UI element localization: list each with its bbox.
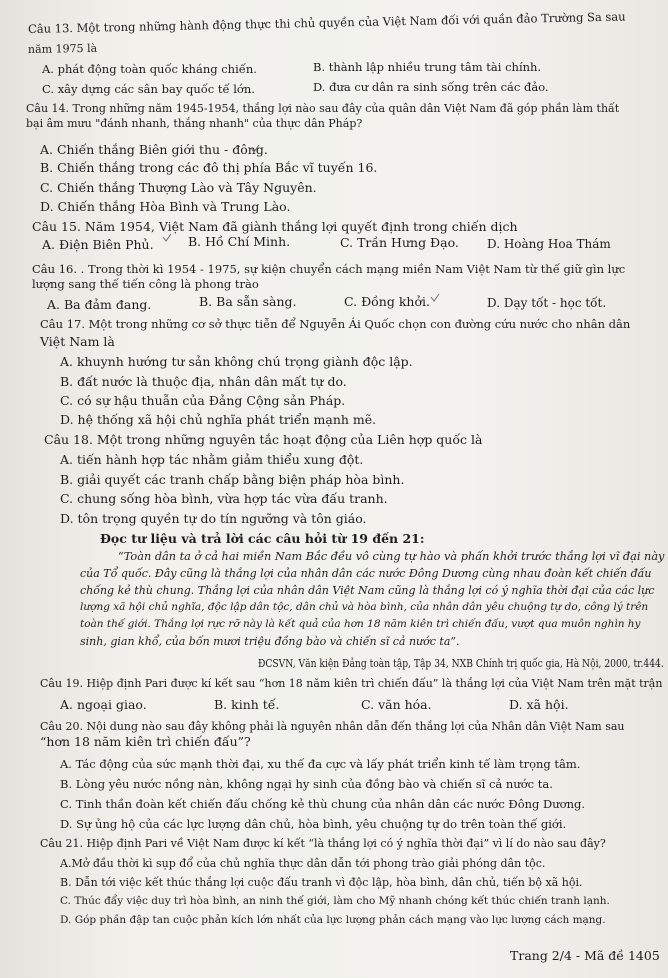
check-mark-icon [430,293,440,302]
q16-option-c: C. Đồng khởi. [344,294,430,309]
q20-option-b: B. Lòng yêu nước nồng nàn, không ngại hy sinh của đồng bào và chiến sĩ cả nước ta. [60,777,553,791]
q14-stem-cont: bại âm mưu "đánh nhanh, thắng nhanh" của thực dân Pháp? [26,117,363,130]
reading-quote-line: “Toàn dân ta ở cả hai miền Nam Bắc đều vô cùng tự hào và phấn khởi trước thắng lợi vĩ đại này [118,549,665,563]
q17-option-d: D. hệ thống xã hội chủ nghĩa phát triển mạnh mẽ. [60,412,377,427]
reading-heading: Đọc tư liệu và trả lời các câu hỏi từ 19 đến 21: [100,531,425,546]
q17-option-a: A. khuynh hướng tư sản không chú trọng giành độc lập. [60,354,413,369]
q18-stem: Câu 18. Một trong những nguyên tắc hoạt động của Liên hợp quốc là [44,432,483,447]
q20-stem-cont: “hơn 18 năm kiên trì chiến đấu”? [40,734,251,749]
q20-option-c: C. Tinh thần đoàn kết chiến đấu chống kẻ thù chung của nhân dân các nước Đông Dương. [60,797,586,811]
q19-stem: Câu 19. Hiệp định Pari được kí kết sau “hơn 18 năm kiên trì chiến đấu” là thắng lợi của Việt Nam trên mặt trận [40,677,663,690]
q13-option-d: D. đưa cư dân ra sinh sống trên các đảo. [313,80,549,94]
q21-option-d: D. Góp phần đập tan cuộc phản kích lớn nhất của lực lượng phản cách mạng vào lực lượng cách mạng. [60,914,606,926]
q13-option-b: B. thành lập nhiều trung tâm tài chính. [313,60,542,74]
q14-option-d: D. Chiến thắng Hòa Bình và Trung Lào. [40,199,291,214]
q14-stem: Câu 14. Trong những năm 1945-1954, thắng lợi nào sau đây của quân dân Việt Nam đã góp phần làm thất [26,102,620,115]
check-mark-icon [250,144,260,153]
q13-option-c: C. xây dựng các sân bay quốc tế lớn. [42,82,255,96]
q17-stem-cont: Việt Nam là [40,334,115,349]
page-footer: Trang 2/4 - Mã đề 1405 [510,948,660,963]
check-mark-icon [162,233,172,242]
q17-stem: Câu 17. Một trong những cơ sở thực tiễn để Nguyễn Ái Quốc chọn con đường cứu nước cho nhân dân [40,317,631,331]
q16-option-d: D. Dạy tốt - học tốt. [487,296,607,310]
reading-source: ĐCSVN, Văn kiện Đảng toàn tập, Tập 34, NXB Chính trị quốc gia, Hà Nội, 2000, tr.444. [258,656,664,670]
q17-option-b: B. đất nước là thuộc địa, nhân dân mất tự do. [60,374,347,389]
q13-stem-cont: năm 1975 là [27,41,98,56]
q20-option-a: A. Tác động của sức mạnh thời đại, xu thế đa cực và lấy phát triển kinh tế làm trọng tâm. [60,757,581,771]
q13-stem: Câu 13. Một trong những hành động thực thi chủ quyền của Việt Nam đối với quần đảo Trường Sa sau [27,9,626,36]
q15-option-d: D. Hoàng Hoa Thám [487,237,611,251]
q15-option-b: B. Hồ Chí Minh. [188,234,291,249]
q14-option-b: B. Chiến thắng trong các đô thị phía Bắc vĩ tuyến 16. [40,160,378,175]
reading-quote-line: lượng xã hội chủ nghĩa, độc lập dân tộc, dân chủ và hòa bình, của nhân dân yêu chuộng tự do, công lý trên [80,601,649,613]
reading-quote-line: chống kẻ thù chung. Thắng lợi của nhân dân Việt Nam cũng là thắng lợi có ý nghĩa thời đại của các lực [80,584,655,597]
q14-option-a: A. Chiến thắng Biên giới thu - đông. [40,142,268,157]
q16-option-a: A. Ba đảm đang. [47,297,152,312]
q15-option-a: A. Điện Biên Phủ. [42,237,154,252]
q17-option-c: C. có sự hậu thuẫn của Đảng Cộng sản Pháp. [60,393,346,408]
q15-option-c: C. Trần Hưng Đạo. [340,235,459,250]
reading-quote-line: của Tổ quốc. Đây cũng là thắng lợi của nhân dân các nước Đông Dương cùng nhau đoàn kết chiến đấu [80,567,652,580]
reading-quote-line: sinh, gian khổ, của bốn mươi triệu đồng bào và chiến sĩ cả nước ta”. [80,635,460,648]
q21-stem: Câu 21. Hiệp định Pari về Việt Nam được kí kết “là thắng lợi có ý nghĩa thời đại” vì lí do nào sau đây? [40,837,606,850]
q16-stem-cont: lượng sang thế tiến công là phong trào [32,277,259,291]
q21-option-c: C. Thúc đẩy việc duy trì hòa bình, an ninh thế giới, làm cho Mỹ nhanh chóng kết thúc chiến tranh lạnh. [60,895,610,907]
q18-option-a: A. tiến hành hợp tác nhằm giảm thiểu xung đột. [60,452,364,467]
q20-stem: Câu 20. Nội dung nào sau đây không phải là nguyên nhân dẫn đến thắng lợi của Nhân dân Việt Nam sau [40,720,625,733]
q15-stem: Câu 15. Năm 1954, Việt Nam đã giành thắng lợi quyết định trong chiến dịch [32,219,518,234]
q19-option-b: B. kinh tế. [214,697,280,712]
q18-option-d: D. tôn trọng quyền tự do tín ngưỡng và tôn giáo. [60,511,367,526]
reading-quote-line: toàn thế giới. Thắng lợi rực rỡ này là kết quả của hơn 18 năm kiên trì chiến đấu, vượt qua muôn nghìn hy [80,618,641,630]
q18-option-c: C. chung sống hòa bình, vừa hợp tác vừa đấu tranh. [60,491,388,506]
q13-option-a: A. phát động toàn quốc kháng chiến. [42,62,257,76]
q19-option-c: C. văn hóa. [361,697,432,712]
q19-option-d: D. xã hội. [509,697,569,712]
q14-option-c: C. Chiến thắng Thượng Lào và Tây Nguyên. [40,180,317,195]
q16-stem: Câu 16. . Trong thời kì 1954 - 1975, sự kiện chuyển cách mạng miền Nam Việt Nam từ thế giữ gìn lực [32,262,626,276]
q18-option-b: B. giải quyết các tranh chấp bằng biện pháp hòa bình. [60,472,405,487]
q20-option-d: D. Sự ủng hộ của các lực lượng dân chủ, hòa bình, yêu chuộng tự do trên toàn thế giới. [60,817,567,831]
q21-option-b: B. Dẫn tới việc kết thúc thắng lợi cuộc đấu tranh vì độc lập, hòa bình, dân chủ, tiến bộ xã hội. [60,876,583,889]
q16-option-b: B. Ba sẵn sàng. [199,294,297,309]
q19-option-a: A. ngoại giao. [60,697,147,712]
q21-option-a: A.Mở đầu thời kì sụp đổ của chủ nghĩa thực dân dẫn tới phong trào giải phóng dân tộc. [60,857,546,870]
